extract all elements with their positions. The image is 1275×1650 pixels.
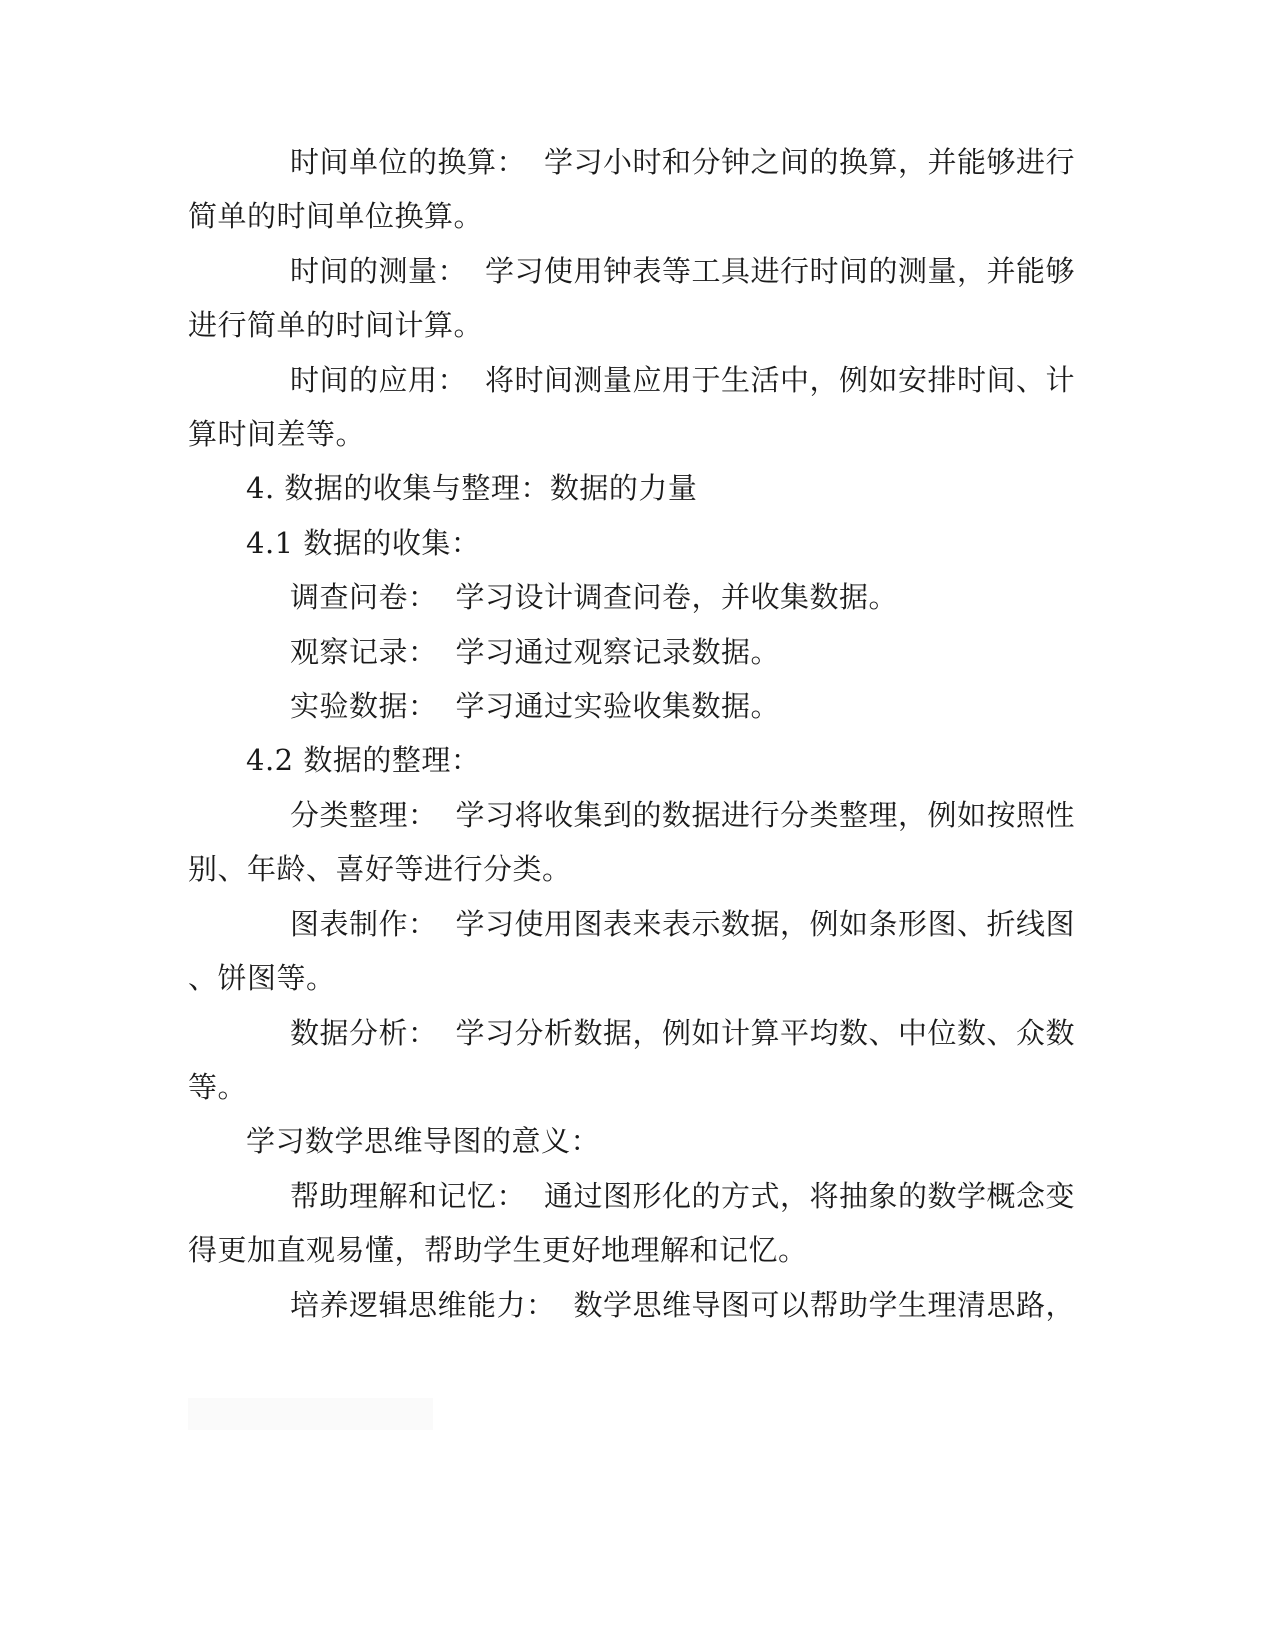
item-continuation: 别、年龄、喜好等进行分类。	[188, 852, 572, 886]
item-text: 学习分析数据，例如计算平均数、中位数、众数	[455, 1016, 1076, 1050]
paragraph-line: 算时间差等。	[188, 417, 366, 451]
item-continuation: 、饼图等。	[188, 961, 336, 995]
item-text: 数学思维导图可以帮助学生理清思路，	[573, 1288, 1076, 1322]
paragraph-text: 学习小时和分钟之间的换算，并能够进行	[544, 145, 1076, 179]
item-text: 学习将收集到的数据进行分类整理，例如按照性	[455, 798, 1076, 832]
paragraph-line	[290, 251, 1075, 291]
list-item	[290, 1176, 1075, 1216]
term-label: 图表制作：	[290, 907, 438, 941]
item-text: 学习使用图表来表示数据，例如条形图、折线图	[455, 907, 1076, 941]
paragraph-text: 将时间测量应用于生活中，例如安排时间、计	[485, 363, 1076, 397]
subsection-heading: 4.1 数据的收集：	[246, 526, 481, 560]
paragraph-line	[290, 360, 1075, 400]
term-label: 调查问卷：	[290, 580, 438, 614]
term-label: 时间的测量：	[290, 254, 468, 288]
term-label: 培养逻辑思维能力：	[290, 1288, 556, 1322]
list-item	[290, 1285, 1075, 1325]
item-text: 通过图形化的方式，将抽象的数学概念变	[544, 1179, 1076, 1213]
term-label: 帮助理解和记忆：	[290, 1179, 527, 1213]
term-label: 数据分析：	[290, 1016, 438, 1050]
term-label: 时间的应用：	[290, 363, 468, 397]
list-item	[290, 904, 1075, 944]
list-item	[290, 795, 1075, 835]
section-heading: 4. 数据的收集与整理：数据的力量	[246, 471, 698, 505]
list-item	[290, 632, 780, 672]
term-label: 时间单位的换算：	[290, 145, 527, 179]
faint-footer-mark	[188, 1398, 433, 1430]
list-item	[290, 577, 898, 617]
list-item	[290, 1013, 1075, 1053]
term-label: 实验数据：	[290, 689, 438, 723]
paragraph-text: 学习使用钟表等工具进行时间的测量，并能够	[485, 254, 1076, 288]
paragraph-line	[290, 142, 1075, 182]
term-label: 观察记录：	[290, 635, 438, 669]
term-label: 分类整理：	[290, 798, 438, 832]
subsection-heading: 4.2 数据的整理：	[246, 743, 481, 777]
item-continuation: 等。	[188, 1070, 248, 1104]
item-text: 学习通过观察记录数据。	[455, 635, 781, 669]
paragraph-line: 简单的时间单位换算。	[188, 199, 484, 233]
section-heading: 学习数学思维导图的意义：	[246, 1124, 601, 1158]
item-text: 学习通过实验收集数据。	[455, 689, 781, 723]
paragraph-line: 进行简单的时间计算。	[188, 308, 484, 342]
list-item	[290, 686, 780, 726]
item-text: 学习设计调查问卷，并收集数据。	[455, 580, 899, 614]
item-continuation: 得更加直观易懂，帮助学生更好地理解和记忆。	[188, 1233, 808, 1267]
